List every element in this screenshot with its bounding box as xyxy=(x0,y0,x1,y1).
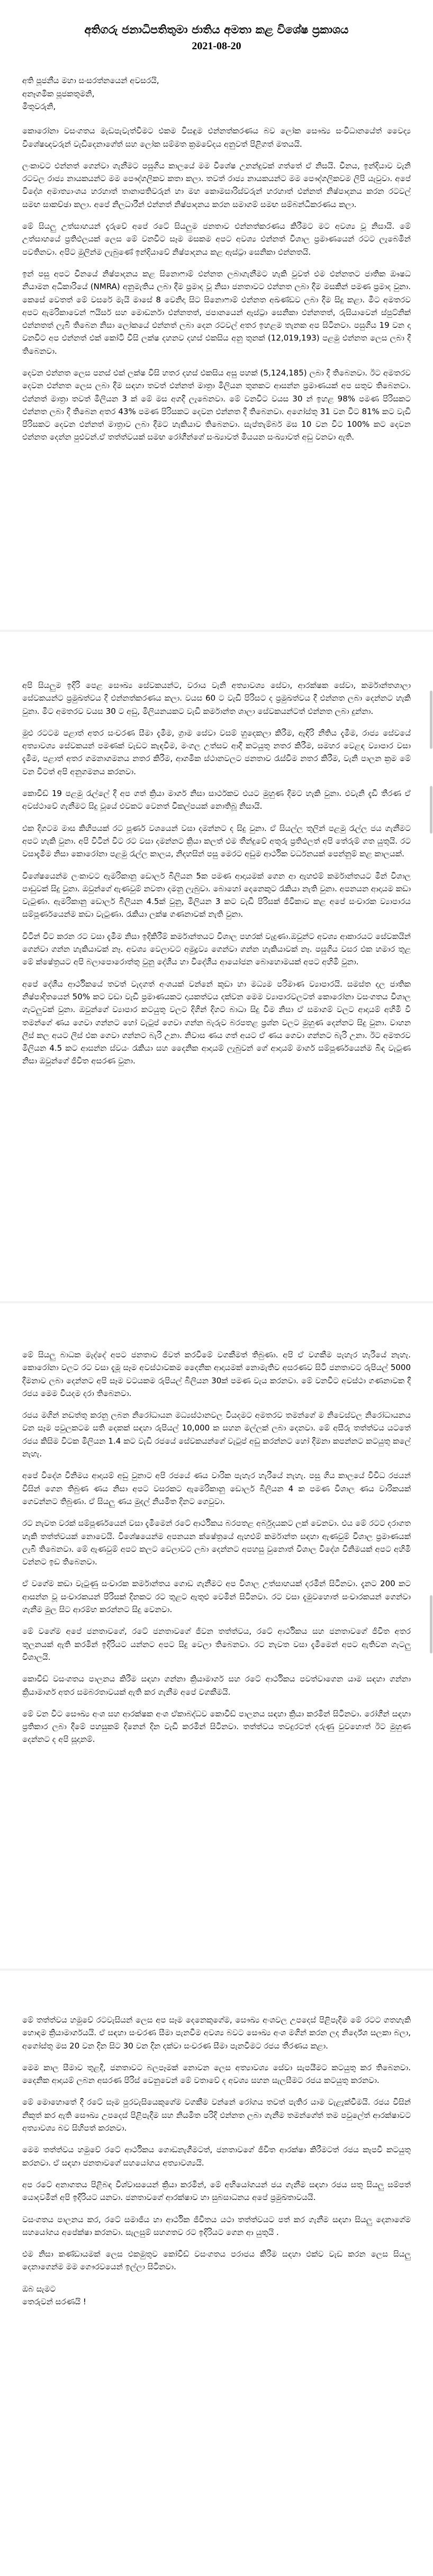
paragraph: ලංකාවට එන්නත් ගෙන්වා ගැනීමට පසුගිය කාලයේ මම විශේෂ උනන්දුවක් ගත්තේ ඒ නිසයි. චීනය, ඉන්දියාව වැනි රටවල රාජ්‍ය නායකයන්ට මම පෞද්ගලිකව කතා කලා. තවත් රාජ්‍ය නායකයන්ට මම පෞද්ගලිකවම ලිපි යැවුවා. අපේ විදේශ අමාත්‍යාංශය හරහාත් තානාපතිවරුන් හා මහ කොමසාරිස්වරුන් හරහාත් එන්නත් නිෂ්පාදනය කරන රටවල් සමඟ සාකච්ඡා කලා. අපේ නිලධාරීන් එන්නත් නිෂ්පාදනය කරන සමාගම් සමඟ සම්බන්ධීකරණය කලා. xyxy=(22,160,411,209)
paragraph: එක දිගටම මාස කිහිපයක් රට පූර්ණ වශයෙන් වසා දමන්නට ද සිදු වුනා. ඒ සියල්ල තුලින් පළමු රැල්ල ජය ගැනීමට අපට හැකි වුනා. අපි විටින් විට රට වසා දමන්නට ක්‍රියා කලත් එම තීන්දුවේ අතුරු ප්‍රතිඵලත් අපි තේරුම් ගත යුතුයි. රට වසාදැමීම නිසා කොරෝනා පළමු රැල්ල කාලය, නිදහසින් පසු මෙරට අඩුම ආර්ථික වර්ධනයක් පෙන්නුම් කළ කාලයක්. xyxy=(22,823,411,859)
document-page-1 xyxy=(0,0,433,623)
paragraph: විටින් විට කරන රට වසා දැමීම නිසා ඉදිකිරීම් කර්මාන්තයට විශාල පහරක් වැදුණා.ඔවුන්ට අවශ්‍ය ආකාරයට සේවකයින් ගෙන්වා ගන්න හැකියාවක් නෑ. අවශ්‍ය වෙලාවට අමුද්‍රව්‍ය ගෙන්වා ගන්න හැකියාවක් නෑ. පසුගිය වසර එක හමාර තුළ මේ ක්ෂේත්‍රයට අපි බලාපොරොත්තු වුනු දේශීය හා විදේශීය ආයෝජන බොහොමයක් අපට අහිමි වුනා. xyxy=(22,931,411,967)
salutation-block xyxy=(22,74,411,113)
scroll-indicator[interactable] xyxy=(430,691,432,749)
paragraph: මුළු රටටම පළාත් අතර සංචරණ සීමා දැමීම, ග්‍රාම සේවා වසම් හුදෙකලා කිරීම, ඇඳිරි නීතිය දැමීම, රාජ්‍ය සේවයේ අත්‍යාවශ්‍ය සේවකයන් පමණක් වැඩට කැඳවීම, මංගල උත්සව ආදී කටයුතු නතර කිරීම, සමහර වෙළඳ ව්‍යාපාර වසා දැමීම, පළාත් අතර ගමනාගමනය නතර කිරීම, ආගමික ස්ථානවලට ජනතාව රැස්වීම නතර කිරීම, වැනි පාලන ක්‍රම මේ වන විටත් අපි අනුගමනය කරනවා. xyxy=(22,728,411,776)
page-separator-3 xyxy=(0,1962,433,1976)
paragraph: අපේ විදේශ විනිමය ආදායම් අඩු වුනාට අපි රජයේ ණය වාරික පැහැර හැරීයේ නැහැ. පසු ගිය කාලයේ විවිධ රජයන් විසින් ගෙන තිබුණ ණය නිසා අපට වසරකට ඇමෙරිකානු ඩොලර් බිලියන 4 ක පමණ විශාල ණය වාරිකයක් ගෙවන්නට තිබුණා. ඒ සියලු ණය මුදල් නියමිත දිනට ගෙවුවා. xyxy=(22,1471,411,1506)
paragraph: ඒ වගේම කඩා වැටුණු සංචාරක කර්මාන්තය ගොඩ ගැනීමට අප විශාල උත්සාහයක් දරමින් සිටිනවා. දැනට 200 කට ආසන්න වූ සංචාරකයන් පිරිසක් දිනකට රට තුළට ඇතුළු වෙමින් සිටිනවා. රට වසා දැමුවහොත් සංචාරකයන් ගෙන්වා ගැනීම මුල සිට ආරම්භ කරන්නට සිදු වෙනවා. xyxy=(22,1579,411,1615)
document-page-3 xyxy=(0,1309,433,1962)
page-title: අතිගරු ජනාධිපතිතුමා ජාතිය අමතා කළ විශේෂ ප්‍රකාශය xyxy=(84,23,349,36)
closing-line-1: ඔබ සැමට xyxy=(22,2284,56,2294)
paragraph: රට නැවත වරක් සම්පූර්ණයෙන් වසා දැමීමෙන් රටේ ආර්ථිකය බරපතළ අර්බුදයකට ලක් වෙනවා. එය මේ රටට දරාගත හැකි තත්ත්වයක් නොවෙයි. විශේෂයෙන්ම අපනයන ක්ෂේත්‍රයේ ඇහළුම් කර්මාන්ත සඳහා ඇණවුම් විශාල ප්‍රමාණයක් ලැබී තිබෙනවා. මේ ඇණවුම් අපට කලට වෙලාවට ලබා දෙන්නට අපහසු වුනොත් විශාල විදේශ විනිමයක් අපට අහිමි වන්නට ඉඩ තිබෙනවා. xyxy=(22,1518,411,1567)
paragraph: මෙම කාල සීමාව තුළදී, ජනතාවට බලපෑමක් නොවන ලෙස අත්‍යාවශ්‍ය සේවා සැපයීමට කටයුතු කර තිබෙනවා. දෛනික ආදායම් ලබන අසරණ පිරිස් වෙනුවෙන් මේ වතාවේ ද අවශ්‍ය සහන සැලසීමට රජය කටයුතු කරනවා. xyxy=(22,2062,411,2086)
paragraph: අපි සියලුම ඉදිරි පෙළ සෞඛ්‍ය සේවකයන්ට, වරාය වැනි අත්‍යාවශ්‍ය සේවා, ආරක්ෂක සේවා, කර්මාන්තශාලා සේවකයන්ට ප්‍රමුඛත්වය දී එන්නත්කරණය කලා. වයස 60 ට වැඩි පිරිසට ද ප්‍රමුඛත්වය දී එන්නත ලබා දෙන්නට හැකි වුනා. මීට අමතරව වයස 30 ට අඩු, මිලියනයකට වැඩි කර්මාන්ත ශාලා සේවකයන්ටත් එන්නත ලබා දුන්නා. xyxy=(22,681,411,716)
paragraph: කොවිඩ් 19 පළමු රැල්ලේ දී අප ගත් ක්‍රියා මාර්ග නිසා සාර්ථකව එයට මුහුණ දීමට හැකි වුනා. එවැනි දැඩි තීරණ ඒ අවස්ථාවේ ගැනීමට සිදු වූයේ එවකට වෙනත් විකල්පයක් නොතිබූ නිසායි. xyxy=(22,789,411,811)
paragraph: මේ වන විට සෞඛ්‍ය අංශ සහ ආරක්ෂක අංශ ඒකාබද්ධව කොවිඩ් පාලනය සඳහා ක්‍රියා කරමින් සිටිනවා. රෝගීන් සඳහා ප්‍රතිකාර ලබා දීමේ පහසුකම් දිනෙන් දින වැඩි කරමින් සිටිනවා. තත්ත්වය තවදුරටත් දරුණු වුවහොත් ඊට මුහුණ දෙන්නට ද අපි සූදානම්. xyxy=(22,1709,411,1745)
paragraph: දෙවන එන්නත ලෙස පනස් එක් ලක්ෂ විසි හතර දහස් එකසිය අසු පහක් (5,124,185) ලබා දී තිබෙනවා. ඊට අමතරව දෙවන එන්නත ලෙස ලබා දීම සඳහා තවත් එන්නත් මාත්‍රා මිලියන තුනකට ආසන්න ප්‍රමාණයක් අප සතුව තිබෙනවා. එන්නත් මාත්‍රා තවත් මිලියන 3 ක් මේ මස අගදී ලැබෙනවා. මේ වනවිට වයස 30 න් ඉහළ 98% පමණ පිරිසකට එන්නත ලබා දී තිබෙන අතර 43% පමණ පිරිසකට දෙවන එන්නත දී තිබෙනවා. අගෝස්තු 31 වන විට 81% කට වැඩි පිරිසකට දෙවන එන්නත් මාත්‍රාව ලබා දීමට හැකියාව තිබෙනවා. සැප්තැම්බර් මස 10 වන විට 100% කට දෙවන එන්නත දෙන්න පුළුවන්.ඒ තත්ත්වයක් සමඟ රෝගීන්ගේ සංඛ්‍යාවත් මියයන සංඛ්‍යාවත් අඩු වනවා ඇති. xyxy=(22,368,411,442)
paragraph: අපේ දේශීය ආර්ථිකයේ තවත් වැදගත් අංශයක් වන්නේ කුඩා හා මධ්‍යම පරිමාණ ව්‍යාපාරයි. සමස්ත දල ජාතික නිෂ්පාදිතයෙන් 50% කට වඩා වැඩි ප්‍රමාණයකට දායකත්වය දක්වන මෙම ව්‍යාපාරවලටත් කොරෝනා වසංගතය විශාල ගැටලුවක් වුනා. ඔවුන්ගේ ව්‍යාපාර කටයුතු වලට දිගින් දිගට බාධා සිදු වීම නිසා ඒ සමාගම් වලට ආදායම් අහිමි වී තමන්ගේ ණය ගෙවා ගන්නට හෝ වැටුප් ගෙවා ගන්න බැරුව බරපතළ ප්‍රශ්න වලට මුහුණ දෙන්නට සිදු වුනා. වාහන ලීස් කල අයට ලීස් එක ගෙවා ගන්නට බැරි උනා. නිවාස ණය ගත් අයට ඒ ණය ගෙවා ගන්නට බැරි උනා. ඊට අමතරව මිලියන 4.5 කට ආසන්න ස්වයං රැකියා සහ දෛනික ආදායම් ලැබුවන් ගේ ආදායම් මාර්ග සම්පූර්ණයෙන්ම බිඳ වැටුණ නිසා ඔවුන්ගේ ජීවිත අසරණ වුනා. xyxy=(22,979,411,1066)
paragraph: මේ සියලු බාධක මැද්දේ අපට ජනතාව ජීවත් කරවීමේ වගකීමත් තිබුණා. අපි ඒ වගකීම පැහැර හැරීයේ නැහැ. කොරෝනා වලට රට වසා දැමූ සෑම අවස්ථාවකම දෛනික ආදායමක් නොමැතිව අසරණව සිටි ජනතාවට රුපියල් 5000 දීමනාව ලබා දෙන්නට අපි සෑම වටයකම රුපියල් බිලියන 30ක් පමණ වැය කරනවා. මේ වනවිට අවස්ථා ගණනාවක දී රජය මෙම වියදම දරා තිබෙනවා. xyxy=(22,1350,411,1398)
page-2-body xyxy=(22,638,411,1089)
closing-line-2: තෙරුවන් සරණයි ! xyxy=(22,2297,86,2307)
paragraph: කොවිඩ් වසංගතය පාලනය කිරීම සඳහා ගන්නා ක්‍රියාමාර්ග සහ රටේ ආර්ථිකය පවත්වාගෙන යාම සඳහා ගන්නා ක්‍රියාමාර්ග අතර සමබරතාවයක් ඇති කර ගැනීම අපේ වගකීමයි. xyxy=(22,1674,411,1697)
paragraph: මෙම තත්ත්වය හමුවේ රටේ ආර්ථිකය ගොඩනැගීමටත්, ජනතාවගේ ජීවිත ආරක්ෂා කිරීමටත් රජය කැපවී කටයුතු කරනවා. ඒ සඳහා ජනතාවගේ සහයෝගය අත්‍යාවශ්‍යයි. xyxy=(22,2145,411,2168)
closing-block xyxy=(22,2283,411,2309)
salutation-line-2: අනෑගමික පූජකතුමනි, xyxy=(22,88,95,99)
salutation-line-3: මිතුවරුනි, xyxy=(22,101,56,111)
paragraph: විශේෂයෙන්ම ලංකාවට ඇමරිකානු ඩොලර් බිලියන 5ක පමණ ආදායමක් ගෙන ආ ඇහළුම් කර්මාන්තයට මීන් විශාල පාඩුවක් සිදු වුනා. ඔවුන්ගේ ඇණවුම් නවතා දමනු ලැබුවා. බොහෝ දෙනෙකුට රැකියා නැති වුනා. අපනයන ආදායම කඩා වැටුණා. ඇමරිකානු ඩොලර් බිලියන 4.5ක් වුනු, මිලියන 3 කට වැඩි පිරිසක් ජීවිකාව කළ අපේ සංචාරක ව්‍යාපාරය සම්පූර්ණයෙන්ම කඩා වැටුණා. රැකියා ලක්ෂ ගණනාවක් නැති වුනා. xyxy=(22,871,411,919)
paragraph: කොරෝනා වසංගතය මැඩපැවැත්වීමට එකම විසඳුම එන්නත්කරණය බව ලෝක සෞඛ්‍ය සංවිධානයේත් වෛද්‍ය විශේෂඥවරුන් වැඩිදෙනාගේත් සහ ලෝක සම්මත ක්‍රමවේදය අනුවත් පිළිගත් මතයයි. xyxy=(22,126,411,149)
document-page-4 xyxy=(0,1976,433,2570)
scroll-indicator[interactable] xyxy=(430,786,432,834)
salutation-line-1: අති පූජනීය මහා සංසරත්නයෙන් අවසරයි, xyxy=(22,76,159,86)
page-separator-2 xyxy=(0,1294,433,1309)
paragraph: රජය මගින් නඩත්තු කරනු ලබන නිරෝධායන මධ්‍යස්ථානවල වියදමට අමතරව තමන්ගේ ම නිවෙස්වල නිරෝධායනය වන සෑම පවුලකටම සති දෙකක් සඳහා රුපියල් 10,000 ක සහන මල්ලක් ලබා දෙනවා. මේ අසීරු තත්ත්වය යටතේ රජය කිසිම විටක මිලියන 1.4 කට වැඩි රජයේ සේවකයන්ගේ වැටුප් අඩු කරන්නට හෝ දීමනා කපන්නට කටයුතු කලේ නැහැ. xyxy=(22,1410,411,1459)
page-4-body xyxy=(22,1976,411,2384)
document-date: 2021-08-20 xyxy=(192,40,241,52)
paragraph: අප රටේ අනාගතය පිළිබඳ විශ්වාසයෙන් ක්‍රියා කරමින්, මේ අභියෝගයන් ජය ගැනීම සඳහා රජය සතු සියලු සම්පත් යොදවමින් අපි ඉදිරියට යනවා. ජනතාවගේ ආරක්ෂාව හා සුබසාධනය අපේ ප්‍රමුඛතාවයයි. xyxy=(22,2179,411,2203)
document-page-2 xyxy=(0,638,433,1294)
page-3-body xyxy=(22,1309,411,1768)
paragraph: ඉන් පසු අපට චීනයේ නිෂ්පාදනය කළ සිනොෆාම් එන්නත ලබාගැනීමට හැකි වුවත් එම එන්නතට ජාතික ඖෂධ නියාමන අධිකාරියේ (NMRA) අනුමැතිය ලබා දීම ප්‍රමාද වූ නිසා ජනතාවට එන්නත ලබා දීම මසකින් පමණ ප්‍රමාද වුනා. කෙසේ වෙතත් මේ වසරේ මැයි මාසේ 8 වෙනිදා සිට සිනොෆාම් එන්නත අඛණ්ඩව ලබා දීම සිදු කළා. මීට අමතරව අපට ඇමරිකාවෙන් ෆයිසර් සහ මොඩර්නා එන්නතත්, ජපානයෙන් ඇස්ට්‍රා සෙනිකා එන්නතත්, රුසියාවෙන් ස්පුට්නික් එන්නතත් ලැබී තිබෙන නිසා ලෝකයේ එන්නත් ලබා දෙන රටවල් අතර ඉහළම තැනක අප සිටිනවා. පසුගිය 19 වන දා වනවිට අප එන්නත් එක් කෝටි විසි ලක්ෂ දහනව දහස් එකසිය අනු තුනක් (12,019,193) පළමු එන්නත ලෙස ලබා දී තිබෙනවා. xyxy=(22,269,411,356)
paragraph: මේ මොහොතේ දී රටේ සෑම පුරවැසියෙකුගේම වගකීම වන්නේ රෝගය තවත් පැතිර යාම වැළැක්වීමයි. රජය විසින් නිකුත් කර ඇති සෞඛ්‍ය උපදෙස් පිළිපැදීම සහ නියමිත පරිදි එන්නත ලබා ගැනීම තමන්ගේත් තම පවුලේත් ආරක්ෂාවට අත්‍යාවශ්‍ය බව සිහිපත් කරනවා. xyxy=(22,2097,411,2133)
paragraph: මේ සියලු උත්සාහයන් දැරුවේ අපේ රටේ සියලුම ජනතාව එන්නත්කරණය කිරීමට මට අවශ්‍ය වූ නිසායි. මේ උත්සාහයේ ප්‍රතිඵලයක් ලෙස මේ වනවිට සෑම මසකම අපට අවශ්‍ය එන්නත් විශාල ප්‍රමාණයෙන් රටට ලැබෙමින් පවතිනවා. අපිට මුලින්ම ලැබුණේ ඉන්දියාවේ නිෂ්පාදනය කළ ඇස්ට්‍රා සෙනිකා එන්නතයි. xyxy=(22,221,411,257)
paragraph: මේ තත්ත්වය හමුවේ රටවැසියන් ලෙස අප සෑම දෙනෙකුගේම, සෞඛ්‍ය අංශවල උපදෙස් පිළිපැදීම මේ රටට ගතහැකි හොඳම ක්‍රියාමාර්ගයයි. ඒ සඳහා සංචරණ සීමා පැනවීම අවශ්‍ය බවට සෞඛ්‍ය අංශ මගින් කරන ලද නිර්දේශ සලකා බලා, අගෝස්තු මස 20 වන දින සිට 30 වන දින දක්වා සංචරණ සීමා පැනවීමට රජය තීරණය කළා. xyxy=(22,2015,411,2051)
paragraph: වසංගතය පාලනය කර, රටේ සමාජීය හා ආර්ථික ජීවිතය යථා තත්ත්වයට පත් කර ගැනීම සඳහා සියලු දෙනාගේම සහයෝගය අපේක්ෂා කරනවා. සැලසුම් සහගතව රට ඉදිරියට ගෙන ආ යුතුයි . xyxy=(22,2214,411,2237)
page-bottom-spacer xyxy=(22,2308,411,2372)
page-separator-1 xyxy=(0,623,433,638)
paragraph: එම නිසා කණ්ඩායමක් ලෙස එකමුතුව කෝවිඩ් වසංගතය පරාජය කිරීම සඳහා එක්ව වැඩ කරන ලෙස සියලු දෙනාගෙන්ම මම ගෞරවයෙන් ඉල්ලා සිටිනවා. xyxy=(22,2249,411,2272)
page-1-body xyxy=(22,113,411,466)
paragraph: මේ වගේම අපේ ජනතාවගේ, රටේ ජනතාවගේ ජීවන තත්ත්වය, රටේ ආර්ථිකය සහ ජනතාවගේ ජීවිත අතර තුලනයක් ඇති කරමින් ඉදිරියට යන්නට අපට සිදු වෙලා තිබෙනවා. රට නැවත වසා දැමීමෙන් අපට ඇතිවන ගැටලු විශාලයි. xyxy=(22,1626,411,1662)
scroll-indicator[interactable] xyxy=(430,1595,432,1653)
